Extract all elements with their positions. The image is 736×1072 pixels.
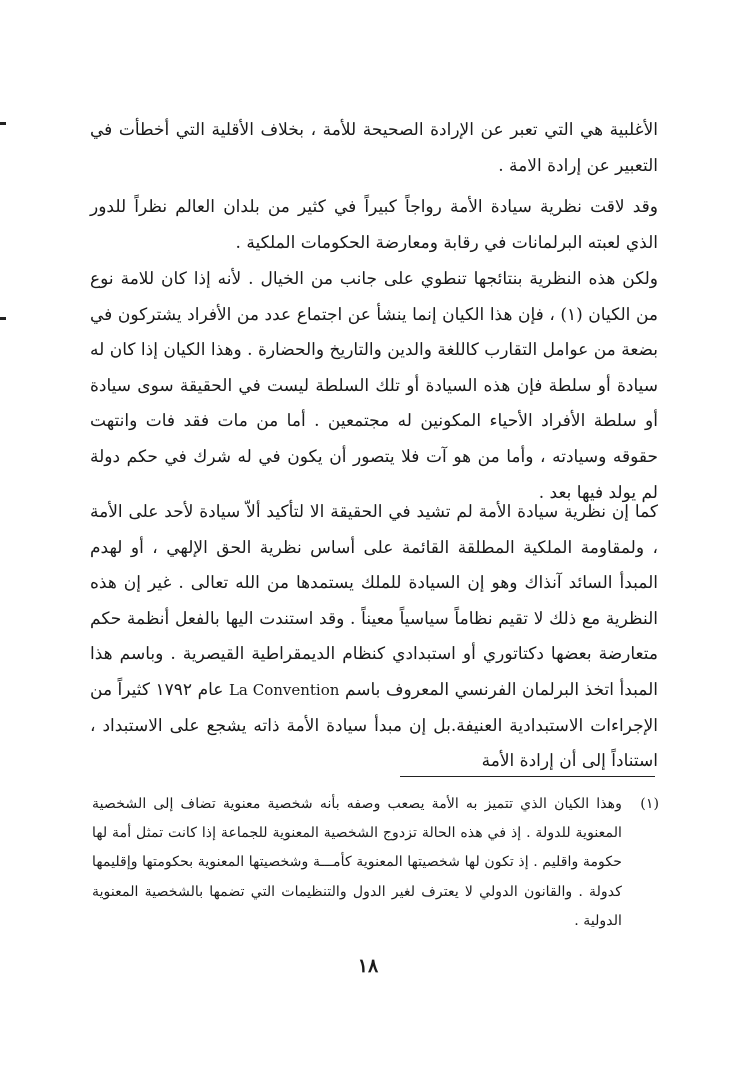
- paragraph-4-start: كما إن نظرية سيادة الأمة لم تشيد في الحقيقة الا لتأكيد ألاّ سيادة لأحد على الأمة ، ولمقاومة الملكية المطلقة القائمة على أساس نظرية الحق الإلهي ، أو لهدم المبدأ السائد آنذاك وهو إن السيادة للملك يستمدها من الله تعالى . غير إن هذه النظرية مع ذلك لا تقيم نظاماً سياسياً معيناً . وقد استندت اليها بالفعل أنظمة حكم متعارضة بعضها دكتاتوري أو استبدادي كنظام الديمقراطية القيصرية . وباسم هذا المبدأ اتخذ البرلمان الفرنسي المعروف باسم: [90, 502, 658, 700]
- paragraph-1: الأغلبية هي التي تعبر عن الإرادة الصحيحة للأمة ، بخلاف الأقلية التي أخطأت في التعبير عن إرادة الامة .: [90, 120, 658, 176]
- margin-mark-middle: [0, 317, 6, 320]
- footnote-divider: [400, 776, 655, 777]
- footnote: [92, 790, 658, 936]
- paragraph-4: [90, 495, 658, 780]
- footnote-number: (١): [640, 796, 659, 812]
- footnote-text: وهذا الكيان الذي تتميز به الأمة يصعب وصفه بأنه شخصية معنوية تضاف إلى الشخصية المعنوية للدولة . إذ في هذه الحالة تزدوج الشخصية المعنوية للجماعة إذا كانت تمثل أمة لها حكومة واقليم . إذ تكون لها شخصيتها المعنوية كأمـــة وشخصيتها المعنوية بحكومتها وإقليمها كدولة . والقانون الدولي لا يعترف لغير الدول والتنظيمات التي تضمها بالشخصية المعنوية الدولية .: [92, 796, 622, 929]
- page-number: ١٨: [357, 955, 379, 977]
- paragraph-3: ولكن هذه النظرية بنتائجها تنطوي على جانب من الخيال . لأنه إذا كان للامة نوع من الكيان (١) ، فإن هذا الكيان إنما ينشأ عن اجتماع عدد من الأفراد يشتركون في بضعة من عوامل التقارب كاللغة والدين والتاريخ والحضارة . وهذا الكيان إذا كان له سيادة أو سلطة فإن هذه السيادة أو تلك السلطة ليست في الحقيقة سوى سيادة أو سلطة الأفراد الأحياء المكونين له مجتمعين . أما من مات فقد فات وانتهت حقوقه وسيادته ، وأما من هو آت فلا يتصور أن يكون في له شرك في حكم دولة لم يولد فيها بعد .: [90, 269, 658, 503]
- paragraph-4-end: عام ١٧٩٢ كثيراً من الإجراءات الاستبدادية العنيفة.بل إن مبدأ سيادة الأمة ذاته يشجع على الاستبداد ، استناداً إلى أن إرادة الأمة: [90, 679, 658, 772]
- margin-mark-top: [0, 122, 6, 125]
- paragraph-2: وقد لاقت نظرية سيادة الأمة رواجاً كبيراً في كثير من بلدان العالم نظراً للدور الذي لعبته البرلمانات في رقابة ومعارضة الحكومات الملكية .: [90, 197, 658, 253]
- latin-term: La Convention: [228, 680, 340, 699]
